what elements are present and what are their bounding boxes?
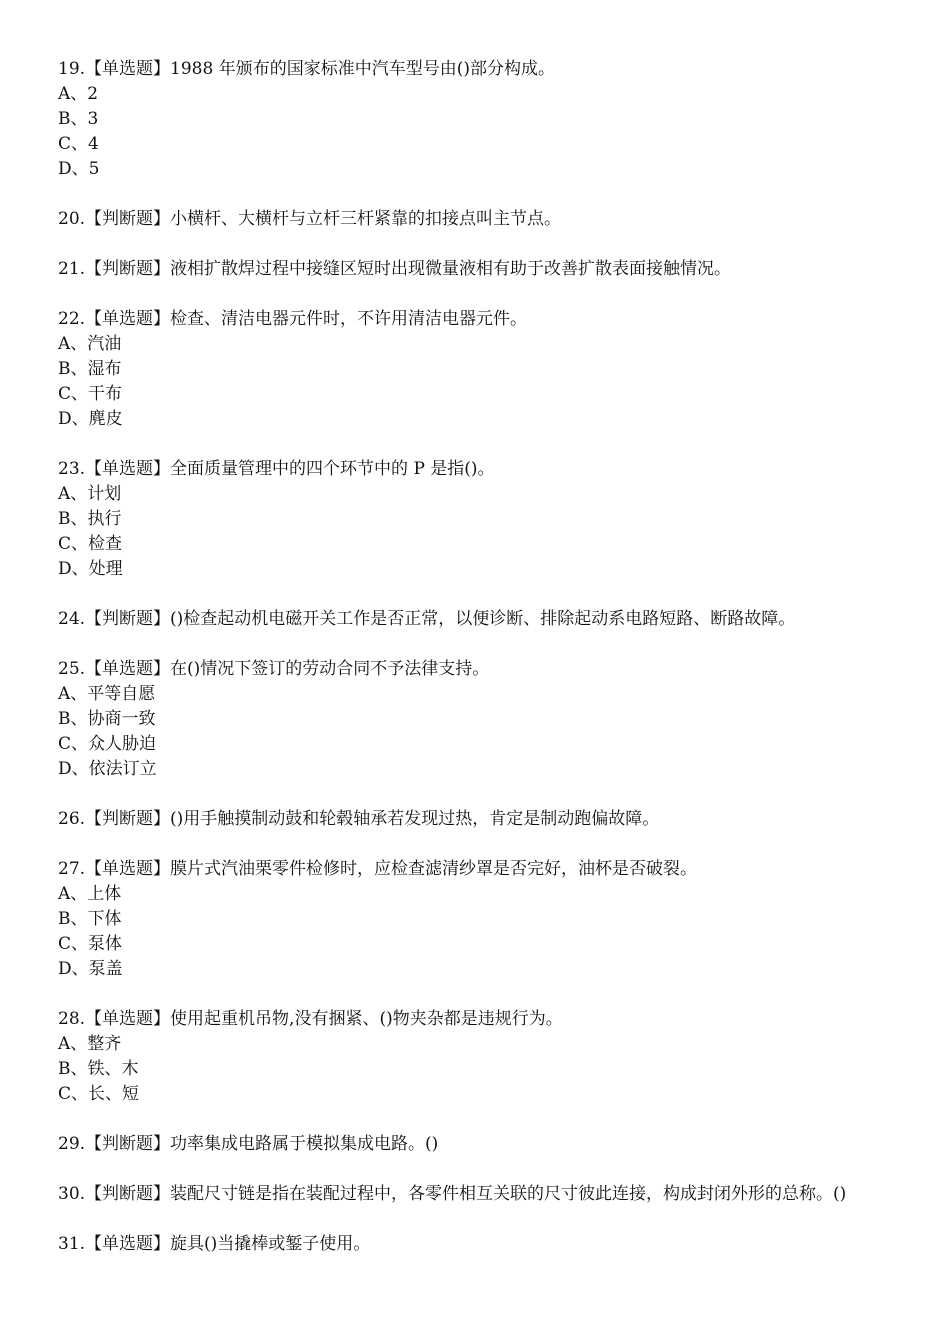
question-type: 【单选题】 bbox=[85, 459, 171, 479]
question-stem bbox=[58, 857, 892, 882]
question-number: 25. bbox=[58, 659, 86, 679]
question-text: 装配尺寸链是指在装配过程中，各零件相互关联的尺寸彼此连接，构成封闭外形的总称。() bbox=[170, 1184, 847, 1204]
question-31 bbox=[58, 1232, 892, 1257]
question-stem bbox=[58, 657, 892, 682]
question-type: 【单选题】 bbox=[85, 59, 171, 79]
question-21 bbox=[58, 257, 892, 282]
option-c: C、干布 bbox=[58, 384, 123, 404]
question-type: 【判断题】 bbox=[85, 259, 171, 279]
question-22 bbox=[58, 307, 892, 432]
option-c: C、4 bbox=[58, 134, 99, 154]
question-stem bbox=[58, 207, 892, 232]
question-text: ()检查起动机电磁开关工作是否正常，以便诊断、排除起动系电路短路、断路故障。 bbox=[170, 609, 796, 629]
question-stem bbox=[58, 1132, 892, 1157]
question-20 bbox=[58, 207, 892, 232]
question-number: 19. bbox=[58, 59, 86, 79]
option-d: D、泵盖 bbox=[58, 959, 123, 979]
option-d: D、依法订立 bbox=[58, 759, 157, 779]
question-text: 功率集成电路属于模拟集成电路。() bbox=[170, 1134, 439, 1154]
option-b: B、下体 bbox=[58, 909, 122, 929]
option-c: C、长、短 bbox=[58, 1084, 140, 1104]
question-24 bbox=[58, 607, 892, 632]
question-text: 膜片式汽油栗零件检修时，应检查滤清纱罩是否完好，油杯是否破裂。 bbox=[170, 859, 698, 879]
question-type: 【判断题】 bbox=[85, 1184, 171, 1204]
question-30 bbox=[58, 1182, 892, 1207]
question-stem bbox=[58, 1007, 892, 1032]
option-a: A、2 bbox=[58, 84, 99, 104]
question-28 bbox=[58, 1007, 892, 1107]
question-type: 【判断题】 bbox=[85, 809, 171, 829]
question-stem bbox=[58, 807, 892, 832]
question-stem bbox=[58, 1232, 892, 1257]
question-number: 30. bbox=[58, 1184, 86, 1204]
option-b: B、执行 bbox=[58, 509, 122, 529]
question-type: 【判断题】 bbox=[85, 609, 171, 629]
option-d: D、麂皮 bbox=[58, 409, 123, 429]
option-d: D、5 bbox=[58, 159, 100, 179]
question-text: 1988 年颁布的国家标准中汽车型号由()部分构成。 bbox=[170, 59, 555, 79]
option-d: D、处理 bbox=[58, 559, 123, 579]
question-19 bbox=[58, 57, 892, 182]
option-a: A、汽油 bbox=[58, 334, 122, 354]
option-b: B、3 bbox=[58, 109, 99, 129]
question-text: ()用手触摸制动鼓和轮毂轴承若发现过热，肯定是制动跑偏故障。 bbox=[170, 809, 660, 829]
question-type: 【单选题】 bbox=[85, 859, 171, 879]
question-number: 22. bbox=[58, 309, 86, 329]
question-text: 液相扩散焊过程中接缝区短时出现微量液相有助于改善扩散表面接触情况。 bbox=[170, 259, 732, 279]
option-b: B、铁、木 bbox=[58, 1059, 139, 1079]
question-number: 20. bbox=[58, 209, 86, 229]
question-number: 28. bbox=[58, 1009, 86, 1029]
question-number: 29. bbox=[58, 1134, 86, 1154]
question-text: 检查、清洁电器元件时，不许用清洁电器元件。 bbox=[170, 309, 528, 329]
question-text: 使用起重机吊物,没有捆紧、()物夹杂都是违规行为。 bbox=[170, 1009, 563, 1029]
question-stem bbox=[58, 257, 892, 282]
question-stem bbox=[58, 607, 892, 632]
question-number: 31. bbox=[58, 1234, 86, 1254]
option-a: A、平等自愿 bbox=[58, 684, 156, 704]
option-a: A、上体 bbox=[58, 884, 122, 904]
question-text: 旋具()当撬棒或錾子使用。 bbox=[170, 1234, 371, 1254]
question-stem bbox=[58, 57, 892, 82]
question-stem bbox=[58, 1182, 892, 1207]
question-number: 23. bbox=[58, 459, 86, 479]
question-number: 26. bbox=[58, 809, 86, 829]
option-c: C、泵体 bbox=[58, 934, 123, 954]
question-25 bbox=[58, 657, 892, 782]
question-type: 【单选题】 bbox=[85, 1234, 171, 1254]
option-b: B、协商一致 bbox=[58, 709, 156, 729]
question-26 bbox=[58, 807, 892, 832]
question-type: 【单选题】 bbox=[85, 659, 171, 679]
question-type: 【单选题】 bbox=[85, 309, 171, 329]
question-29 bbox=[58, 1132, 892, 1157]
question-stem bbox=[58, 307, 892, 332]
question-text: 在()情况下签订的劳动合同不予法律支持。 bbox=[170, 659, 490, 679]
option-b: B、湿布 bbox=[58, 359, 122, 379]
option-c: C、检查 bbox=[58, 534, 123, 554]
question-27 bbox=[58, 857, 892, 982]
question-number: 21. bbox=[58, 259, 86, 279]
question-type: 【单选题】 bbox=[85, 1009, 171, 1029]
option-a: A、计划 bbox=[58, 484, 122, 504]
question-type: 【判断题】 bbox=[85, 209, 171, 229]
question-stem bbox=[58, 457, 892, 482]
question-number: 27. bbox=[58, 859, 86, 879]
question-type: 【判断题】 bbox=[85, 1134, 171, 1154]
question-text: 小横杆、大横杆与立杆三杆紧靠的扣接点叫主节点。 bbox=[170, 209, 562, 229]
question-number: 24. bbox=[58, 609, 86, 629]
question-23 bbox=[58, 457, 892, 582]
option-a: A、整齐 bbox=[58, 1034, 122, 1054]
question-text: 全面质量管理中的四个环节中的 P 是指()。 bbox=[170, 459, 495, 479]
option-c: C、众人胁迫 bbox=[58, 734, 157, 754]
question-list bbox=[58, 57, 892, 1282]
